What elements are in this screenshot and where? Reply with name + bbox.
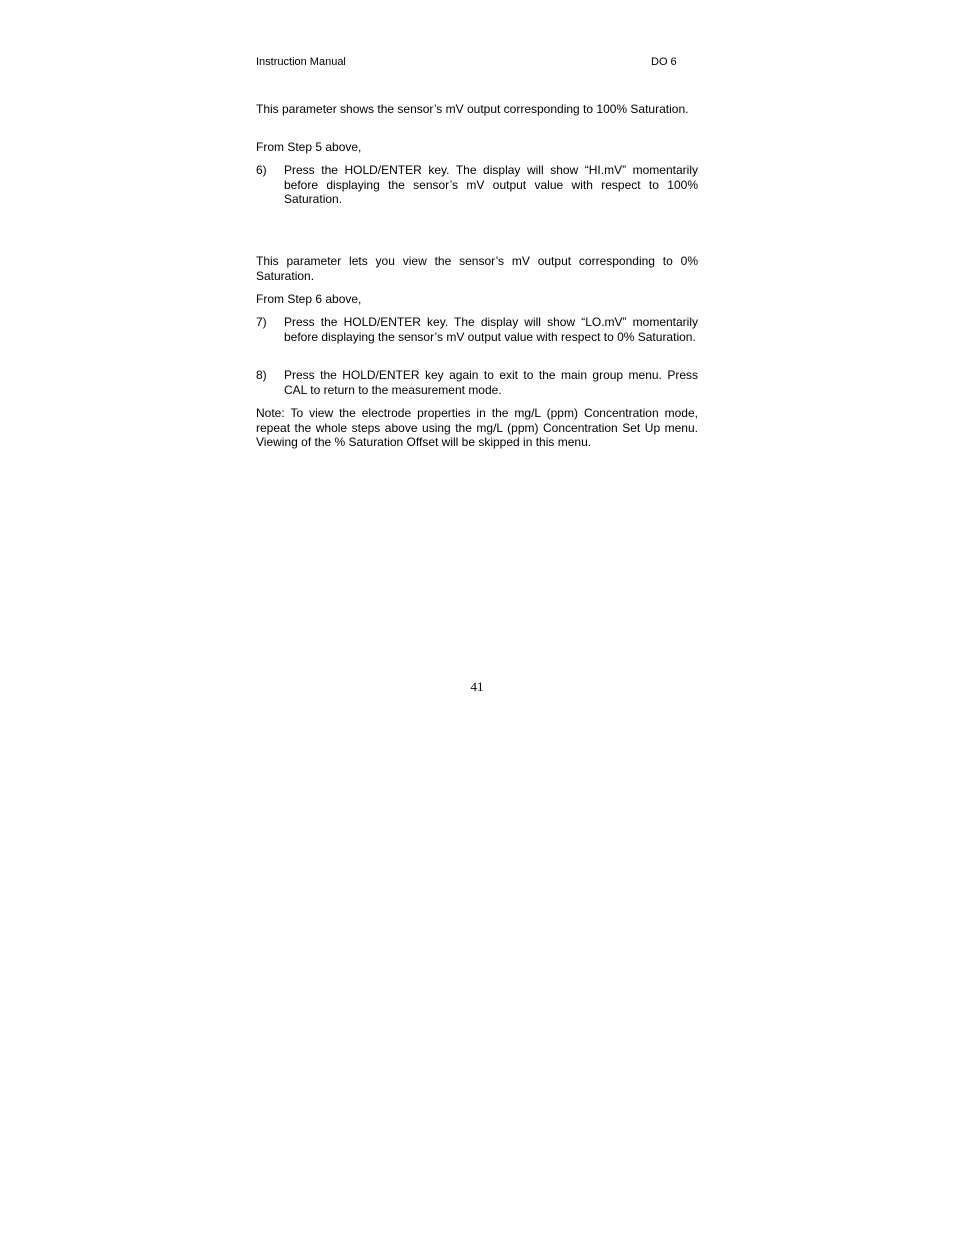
lo-mv-intro-paragraph: This parameter lets you view the sensor’s mV output corresponding to 0% Saturation. bbox=[256, 254, 698, 283]
step-text: Press the HOLD/ENTER key. The display will show “LO.mV” momentarily before displaying the sensor’s mV output value with respect to 0% Saturation. bbox=[284, 315, 698, 344]
lo-mv-from-step: From Step 6 above, bbox=[256, 292, 362, 306]
header-title: Instruction Manual bbox=[256, 56, 346, 68]
step-text: Press the HOLD/ENTER key. The display will show “HI.mV” momentarily before displaying the sensor’s mV output value with respect to 100% Saturation. bbox=[284, 163, 698, 206]
step-8 bbox=[256, 368, 698, 397]
step-number: 8) bbox=[256, 368, 267, 382]
step-number: 7) bbox=[256, 315, 267, 329]
step-7 bbox=[256, 315, 698, 344]
hi-mv-from-step: From Step 5 above, bbox=[256, 140, 362, 154]
note-paragraph: Note: To view the electrode properties in the mg/L (ppm) Concentration mode, repeat the whole steps above using the mg/L (ppm) Concentration Set Up menu. Viewing of the % Saturation Offset will be skipped in this menu. bbox=[256, 406, 698, 449]
step-text: Press the HOLD/ENTER key again to exit to the main group menu. Press CAL to return to the measurement mode. bbox=[284, 368, 698, 397]
step-number: 6) bbox=[256, 163, 267, 177]
header-model: DO 6 bbox=[651, 56, 677, 68]
hi-mv-intro-paragraph: This parameter shows the sensor’s mV output corresponding to 100% Saturation. bbox=[256, 102, 689, 116]
page-number: 41 bbox=[470, 679, 484, 694]
step-6 bbox=[256, 163, 698, 207]
